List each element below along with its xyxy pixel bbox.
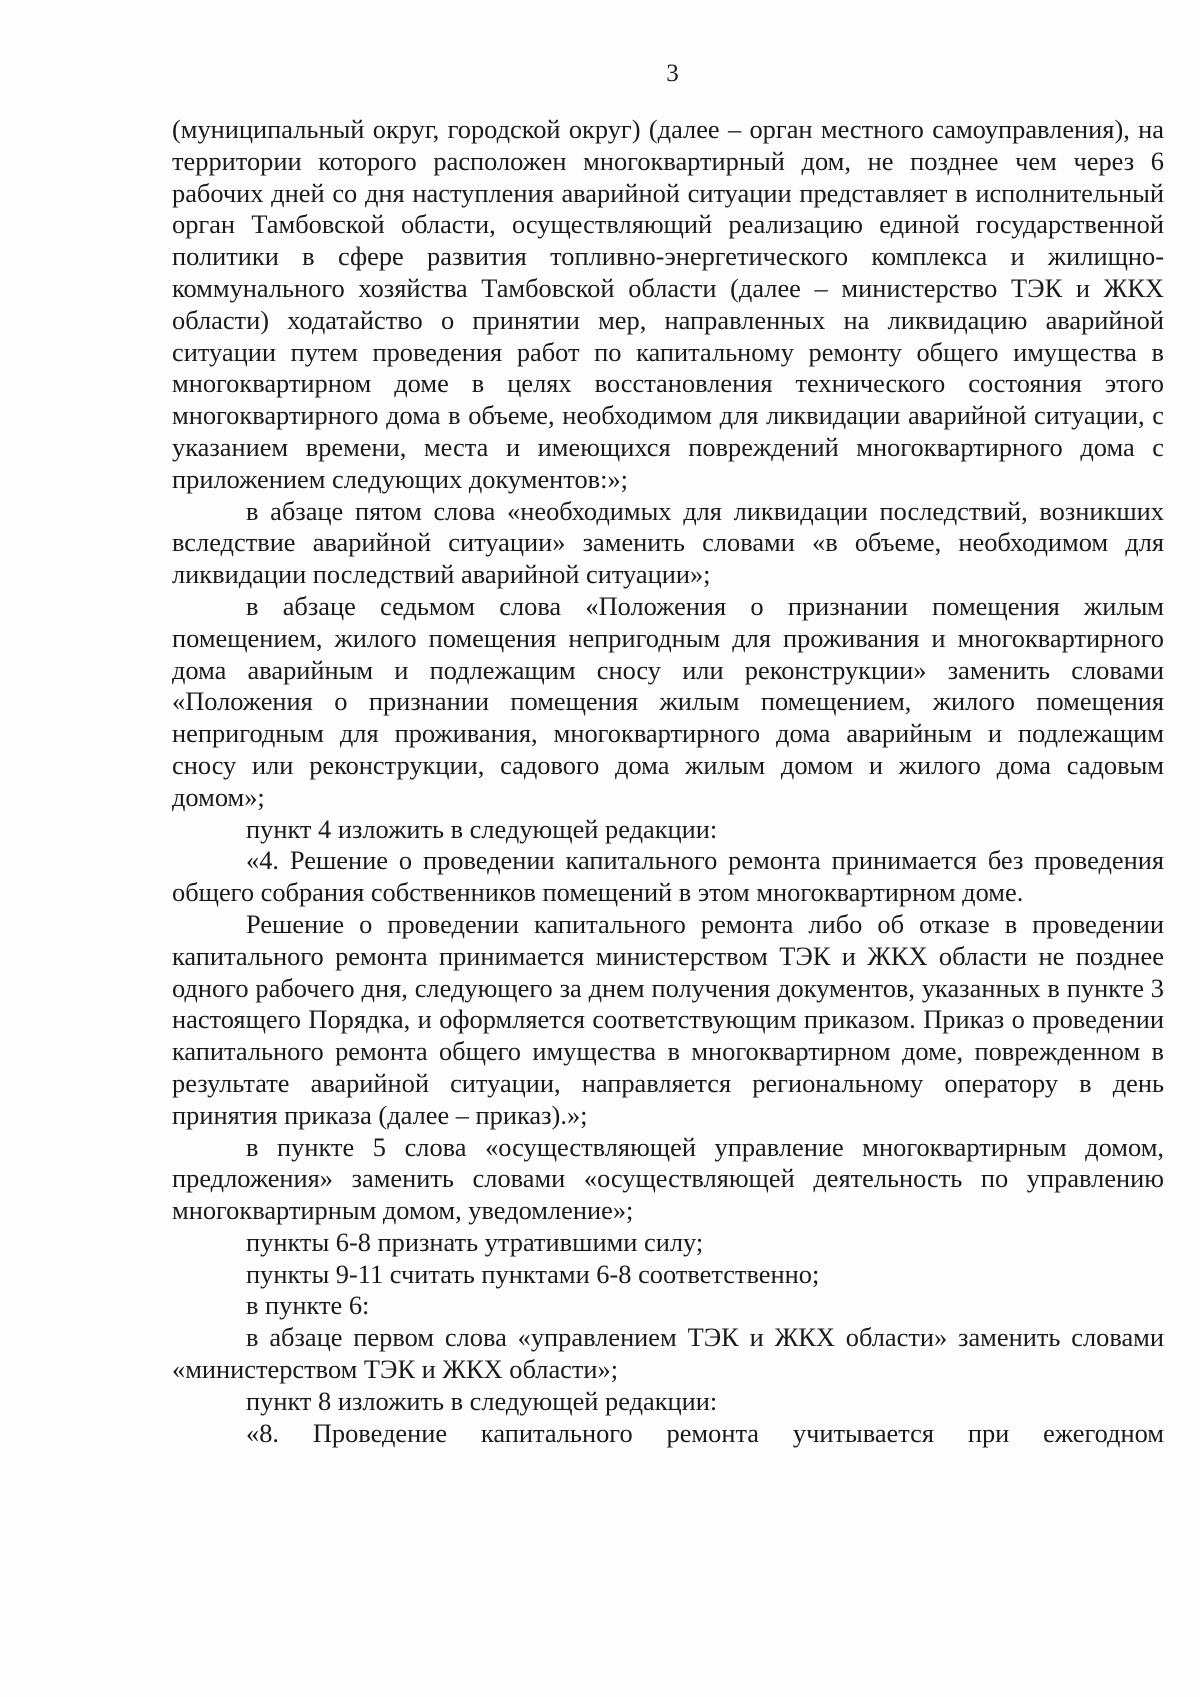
paragraph-4: пункт 4 изложить в следующей редакции: <box>246 813 718 844</box>
page-number: 3 <box>666 60 679 87</box>
paragraph-1: (муниципальный округ, городской округ) (далее – орган местного самоуправления), на территории которого расположен многоквартирный дом, не позднее чем через 6 рабочих дней со дня наступления аварийной ситуации представляет в исполнительный орган Тамбовской области, осуществляющий реализацию единой государственной политики в сфере развития топливно-энергетического комплекса и жилищно-коммунального хозяйства Тамбовской области (далее – министерство ТЭК и ЖКХ области) ходатайство о принятии мер, направленных на ликвидацию аварийной ситуации путем проведения работ по капитальному ремонту общего имущества в многоквартирном доме в целях восстановления технического состояния этого многоквартирного дома в объеме, необходимом для ликвидации аварийной ситуации, с указанием времени, места и имеющихся повреждений многоквартирного дома с приложением следующих документов:»; <box>172 114 1164 494</box>
paragraph-5: «4. Решение о проведении капитального ремонта принимается без проведения общего собрания собственников помещений в этом многоквартирном доме. <box>172 845 1164 908</box>
paragraph-13: «8. Проведение капитального ремонта учитывается при ежегодном <box>246 1417 1164 1448</box>
paragraph-2: в абзаце пятом слова «необходимых для ликвидации последствий, возникших вследствие аварийной ситуации» заменить словами «в объеме, необходимом для ликвидации последствий аварийной ситуации»; <box>172 495 1164 590</box>
paragraph-12: пункт 8 изложить в следующей редакции: <box>246 1385 718 1416</box>
paragraph-11: в абзаце первом слова «управлением ТЭК и ЖКХ области» заменить словами «министерством ТЭК и ЖКХ области»; <box>172 1322 1164 1385</box>
paragraph-10: в пункте 6: <box>246 1290 370 1321</box>
paragraph-6: Решение о проведении капитального ремонта либо об отказе в проведении капитального ремонта принимается министерством ТЭК и ЖКХ области не позднее одного рабочего дня, следующего за днем получения документов, указанных в пункте 3 настоящего Порядка, и оформляется соответствующим приказом. Приказ о проведении капитального ремонта общего имущества в многоквартирном доме, поврежденном в результате аварийной ситуации, направляется региональному оператору в день принятия приказа (далее – приказ).»; <box>172 908 1164 1130</box>
paragraph-3: в абзаце седьмом слова «Положения о признании помещения жилым помещением, жилого помещения непригодным для проживания и многоквартирного дома аварийным и подлежащим сносу или реконструкции» заменить словами «Положения о признании помещения жилым помещением, жилого помещения непригодным для проживания, многоквартирного дома аварийным и подлежащим сносу или реконструкции, садового дома жилым домом и жилого дома садовым домом»; <box>172 590 1164 812</box>
paragraph-7: в пункте 5 слова «осуществляющей управление многоквартирным домом, предложения» заменить словами «осуществляющей деятельность по управлению многоквартирным домом, уведомление»; <box>172 1131 1164 1226</box>
paragraph-8: пункты 6-8 признать утратившими силу; <box>246 1226 704 1257</box>
document-body <box>172 114 1164 1449</box>
paragraph-9: пункты 9-11 считать пунктами 6-8 соответственно; <box>246 1258 820 1289</box>
